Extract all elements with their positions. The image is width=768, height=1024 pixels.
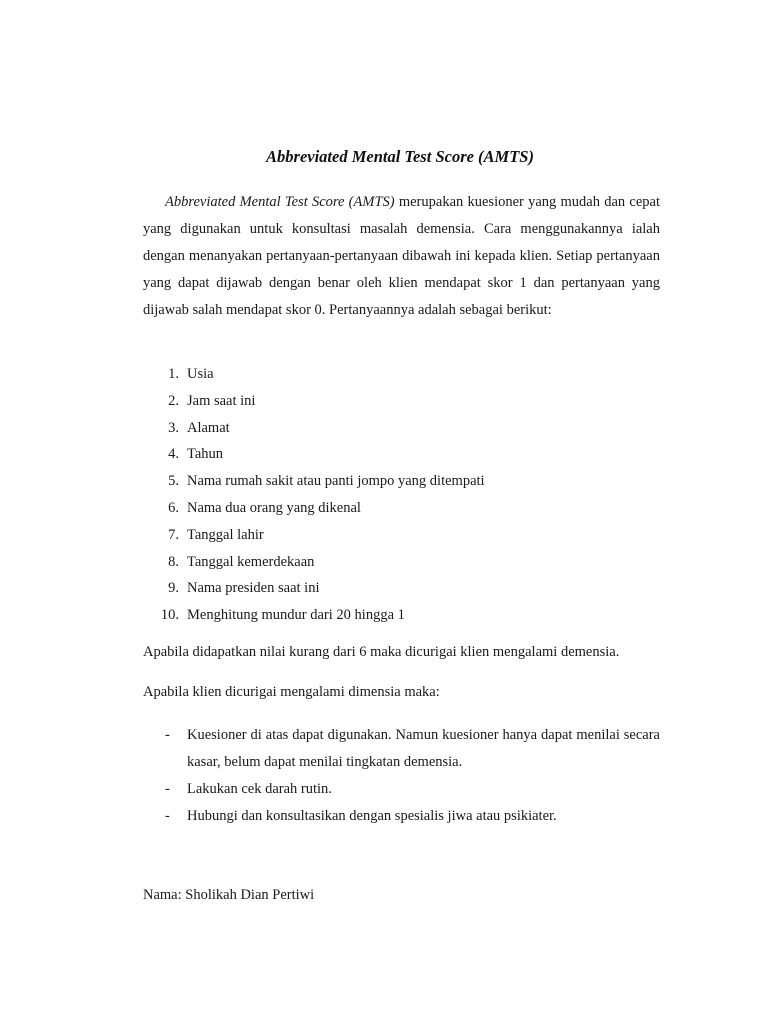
- question-number: 1.: [168, 366, 179, 382]
- question-number: 9.: [168, 580, 179, 597]
- dash-bullet: -: [165, 808, 170, 824]
- question-item: [143, 361, 663, 388]
- question-text: Tanggal kemerdekaan: [187, 553, 315, 570]
- question-text: Tahun: [187, 446, 224, 463]
- question-item: [143, 415, 663, 442]
- question-number: 6.: [168, 499, 179, 516]
- question-number: 10.: [160, 607, 179, 624]
- intro-paragraph: [143, 189, 660, 324]
- document-title: Abbreviated Mental Test Score (AMTS): [266, 147, 534, 166]
- question-item: [143, 441, 663, 468]
- question-text: Nama rumah sakit atau panti jompo yang ditempati: [187, 473, 485, 490]
- question-item: [143, 388, 663, 415]
- question-text: Tanggal lahir: [187, 526, 264, 543]
- question-number: 3.: [168, 419, 179, 436]
- question-item: [143, 468, 663, 495]
- question-item: [143, 575, 663, 602]
- action-text: Kuesioner di atas dapat digunakan. Namun kuesioner hanya dapat menilai secara kasar, belum dapat menilai tingkatan demensia.: [187, 727, 660, 770]
- action-item: [143, 776, 660, 803]
- question-item: [143, 602, 663, 629]
- action-item: [143, 803, 660, 830]
- question-item: [143, 495, 663, 522]
- question-text: Menghitung mundur dari 20 hingga 1: [187, 607, 405, 624]
- author-name: Nama: Sholikah Dian Pertiwi: [143, 887, 315, 903]
- question-number: 4.: [168, 446, 179, 463]
- dash-bullet: -: [165, 727, 170, 743]
- score-paragraph: Apabila didapatkan nilai kurang dari 6 maka dicurigai klien mengalami demensia.: [143, 644, 620, 660]
- intro-text: merupakan kuesioner yang mudah dan cepat yang digunakan untuk konsultasi masalah demensia. Cara menggunakannya ialah dengan menanyakan pertanyaan-pertanyaan dibawah ini kepada klien. Setiap pertanyaan yang dapat dijawab dengan benar oleh klien mendapat skor 1 dan pertanyaan yang dijawab salah mendapat skor 0. Pertanyaannya adalah sebagai berikut:: [143, 194, 660, 318]
- question-number: 7.: [168, 526, 179, 543]
- intro-italic-term: Abbreviated Mental Test Score (AMTS): [165, 194, 395, 210]
- action-text: Lakukan cek darah rutin.: [187, 781, 332, 797]
- question-number: 8.: [168, 553, 179, 570]
- question-text: Nama dua orang yang dikenal: [187, 499, 361, 516]
- question-item: [143, 549, 663, 576]
- question-text: Jam saat ini: [187, 392, 256, 409]
- dash-bullet: -: [165, 781, 170, 797]
- question-number: 2.: [168, 392, 179, 409]
- question-text: Alamat: [187, 419, 230, 436]
- action-text: Hubungi dan konsultasikan dengan spesialis jiwa atau psikiater.: [187, 808, 557, 824]
- question-text: Nama presiden saat ini: [187, 580, 320, 597]
- action-item: [143, 722, 660, 776]
- question-text: Usia: [187, 366, 214, 382]
- action-list: [143, 722, 660, 830]
- suspect-paragraph: Apabila klien dicurigai mengalami dimensia maka:: [143, 684, 440, 700]
- question-number: 5.: [168, 473, 179, 490]
- question-list: [143, 361, 663, 629]
- question-item: [143, 522, 663, 549]
